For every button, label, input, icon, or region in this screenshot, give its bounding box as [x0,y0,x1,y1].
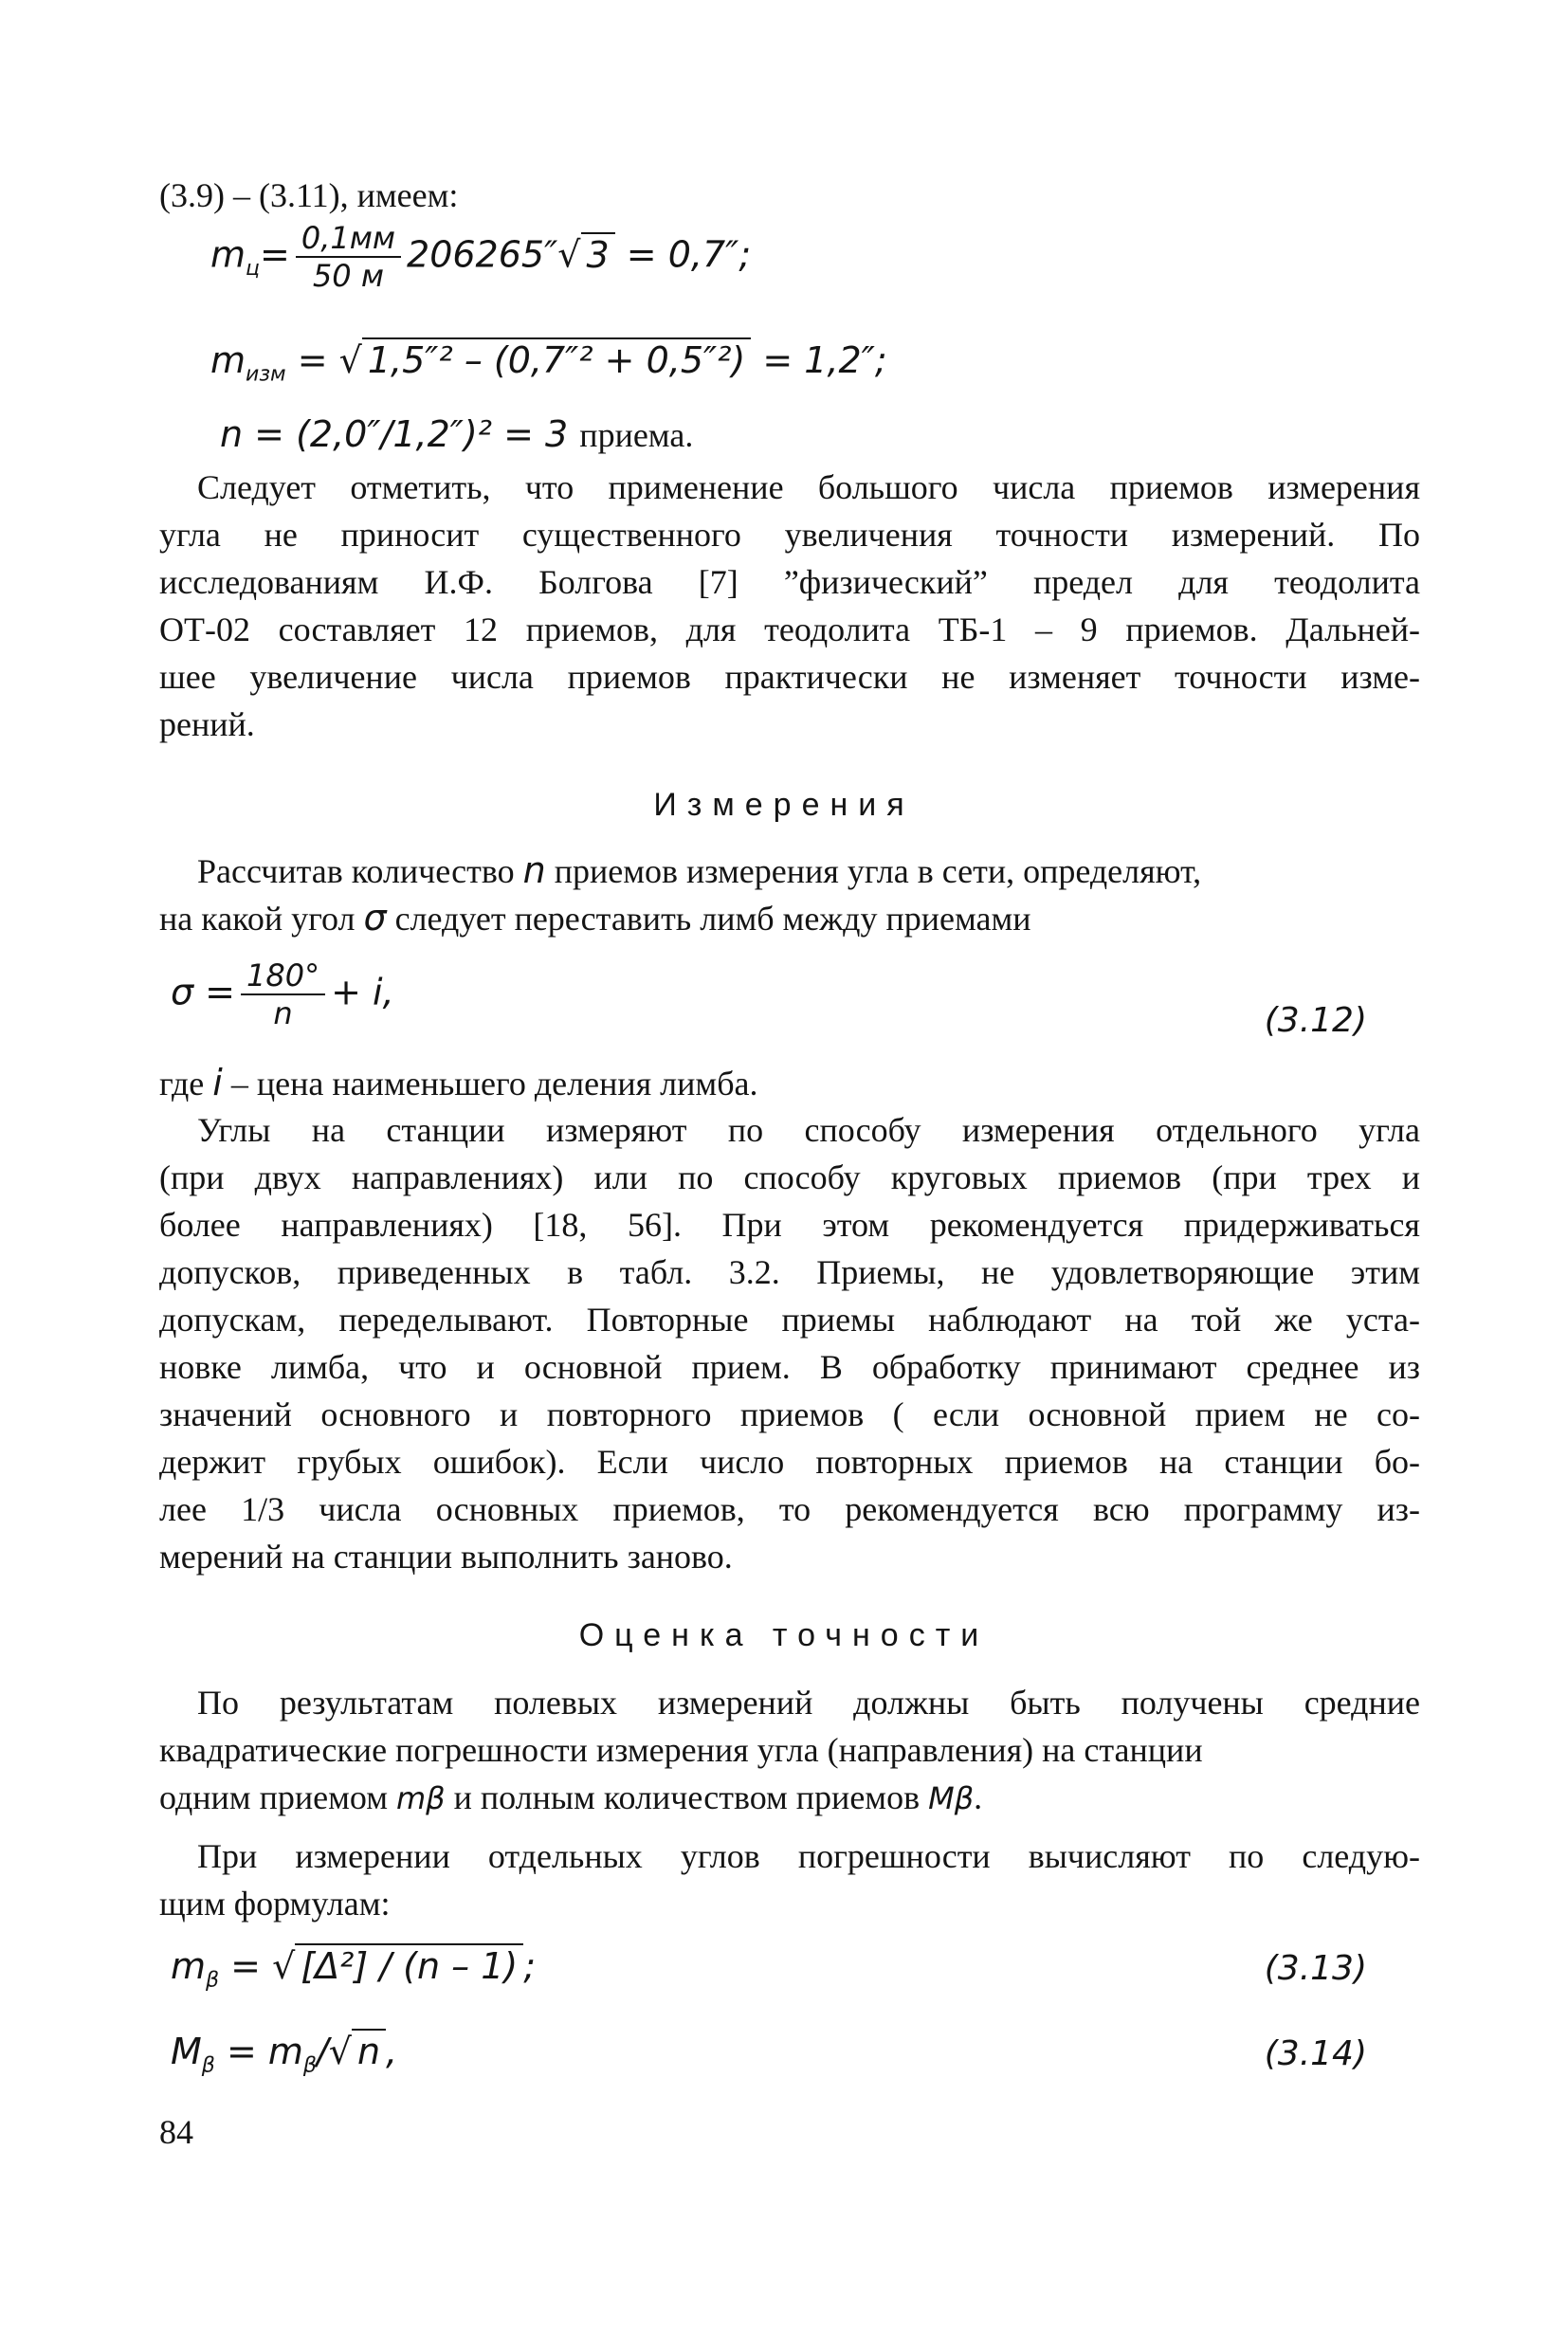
eq314-eq: = m [226,2031,303,2072]
mizm-result: = 1,2″; [762,339,887,381]
para4-text-b: и полным количеством приемов [453,1778,921,1816]
para1-line-5: шее увеличение числа приемов практически не изменяет точности изме- [159,658,1420,696]
para4-var-m-beta: mβ [395,1780,446,1816]
para2-text-a: Рассчитав количество [197,852,515,890]
para4-line-3 [159,1775,1420,1821]
equation-3-12 [171,957,394,1031]
where-text-b: – цена наименьшего деления лимба. [230,1065,758,1103]
mizm-radicand: 1,5″² – (0,7″² + 0,5″²) [362,337,751,381]
mizm-sqrt-sign: √ [338,339,362,381]
para3-line-10: мерений на станции выполнить заново. [159,1538,733,1576]
para1-line-4: ОТ-02 составляет 12 приемов, для теодолита ТБ-1 – 9 приемов. Дальней- [159,611,1420,648]
para2-text-d: следует переставить лимб между приемами [394,900,1031,938]
mc-fraction [296,220,401,294]
page-number: 84 [159,2113,193,2151]
equation-number-3-14: (3.14) [1264,2034,1367,2073]
eq314-sqrt-sign: √ [328,2031,352,2072]
para3-line-6: новке лимба, что и основной прием. В обработку принимают среднее из [159,1348,1420,1386]
para1-line-2: угла не приносит существенного увеличения точности измерений. По [159,516,1420,554]
para3-line-3: более направлениях) [18, 56]. При этом рекомендуется придерживаться [159,1206,1420,1244]
para2-text-b: приемов измерения угла в сети, определяют, [554,852,1202,890]
para3-line-2: (при двух направлениях) или по способу круговых приемов (при трех и [159,1158,1420,1196]
para3-line-1: Углы на станции измеряют по способу измерения отдельного угла [197,1111,1420,1149]
para3-line-8: держит грубых ошибок). Если число повторных приемов на станции бо- [159,1443,1420,1481]
mc-numerator: 0,1мм [296,220,401,258]
mc-result: = 0,7″; [626,233,752,276]
para4-text-c: . [974,1778,983,1816]
mizm-eq: = [297,339,328,381]
para2-line-2 [159,895,1420,941]
para1-line-6: рений. [159,705,255,743]
para4-text-a: одним приемом [159,1778,388,1816]
intro-line: (3.9) – (3.11), имеем: [159,176,459,214]
where-line [159,1060,1420,1106]
eq313-sqrt-sign: √ [272,1945,296,1987]
mc-lhs: m [210,233,246,276]
n-suffix: приема. [579,416,694,454]
eq312-rhs: + i, [331,971,394,1013]
para2-var-n: n [522,849,546,891]
para2-var-sigma: σ [363,897,387,939]
eq313-eq: = [230,1945,262,1987]
mizm-lhs: m [210,339,246,381]
eq312-lhs: σ = [171,971,236,1013]
eq313-radicand: [Δ²] / (n – 1) [295,1943,523,1987]
eq314-tail: , [386,2031,398,2072]
para2-text-c: на какой угол [159,900,356,938]
mc-sqrt-sign: √ [557,233,581,276]
eq313-sub: β [206,1968,220,1993]
eq314-sub2: β [302,2053,317,2078]
para4-var-M-beta: Mβ [928,1780,975,1816]
equation-number-3-12: (3.12) [1264,1001,1367,1040]
para3-line-5: допускам, переделывают. Повторные приемы наблюдают на той же уста- [159,1301,1420,1339]
where-text-a: где [159,1065,205,1103]
formula-n [220,413,693,455]
equation-3-14 [171,2031,397,2078]
mc-denominator: 50 м [312,258,384,294]
eq314-lhs: M [171,2031,202,2072]
mizm-sub: изм [246,362,286,387]
mc-sqrt-arg: 3 [581,232,615,276]
where-var-i: i [212,1062,223,1103]
para1-line-1: Следует отметить, что применение большого числа приемов измерения [197,468,1420,506]
para5-line-1: При измерении отдельных углов погрешности вычисляют по следую- [197,1837,1420,1875]
eq314-slash: / [316,2031,329,2072]
eq312-numerator: 180° [241,957,325,995]
para4-line-2: квадратические погрешности измерения угла (направления) на станции [159,1731,1203,1769]
equation-3-13 [171,1945,536,1993]
eq312-denominator: n [273,995,293,1031]
eq312-fraction [241,957,325,1031]
formula-mc: $m_ц=$ $\frac{0,1мм}{50 м}$ 206265″√ 3 = 0,7″; [210,220,752,294]
n-formula: n = (2,0″/1,2″)² = 3 [220,413,569,455]
para2-line-1 [197,847,1420,894]
section-heading-accuracy: Оценка точности [578,1617,990,1653]
eq314-radicand: n [352,2029,386,2072]
para5-line-2: щим формулам: [159,1885,391,1923]
eq313-lhs: m [171,1945,207,1987]
para4-line-1: По результатам полевых измерений должны быть получены средние [197,1684,1420,1722]
eq313-tail: ; [523,1945,537,1987]
mc-sub: ц [246,257,261,282]
para1-line-3: исследованиям И.Ф. Болгова [7] ”физический” предел для теодолита [159,563,1420,601]
eq314-sub: β [201,2053,215,2078]
para3-line-9: лее 1/3 числа основных приемов, то рекомендуется всю программу из- [159,1490,1420,1528]
equation-number-3-13: (3.13) [1264,1949,1367,1988]
section-heading-measurements: Измерения [653,787,915,823]
para3-line-7: значений основного и повторного приемов ( если основной прием не со- [159,1395,1420,1433]
formula-mizm [210,339,887,387]
para3-line-4: допусков, приведенных в табл. 3.2. Приемы, не удовлетворяющие этим [159,1253,1420,1291]
mc-constant: 206265″ [407,233,558,276]
